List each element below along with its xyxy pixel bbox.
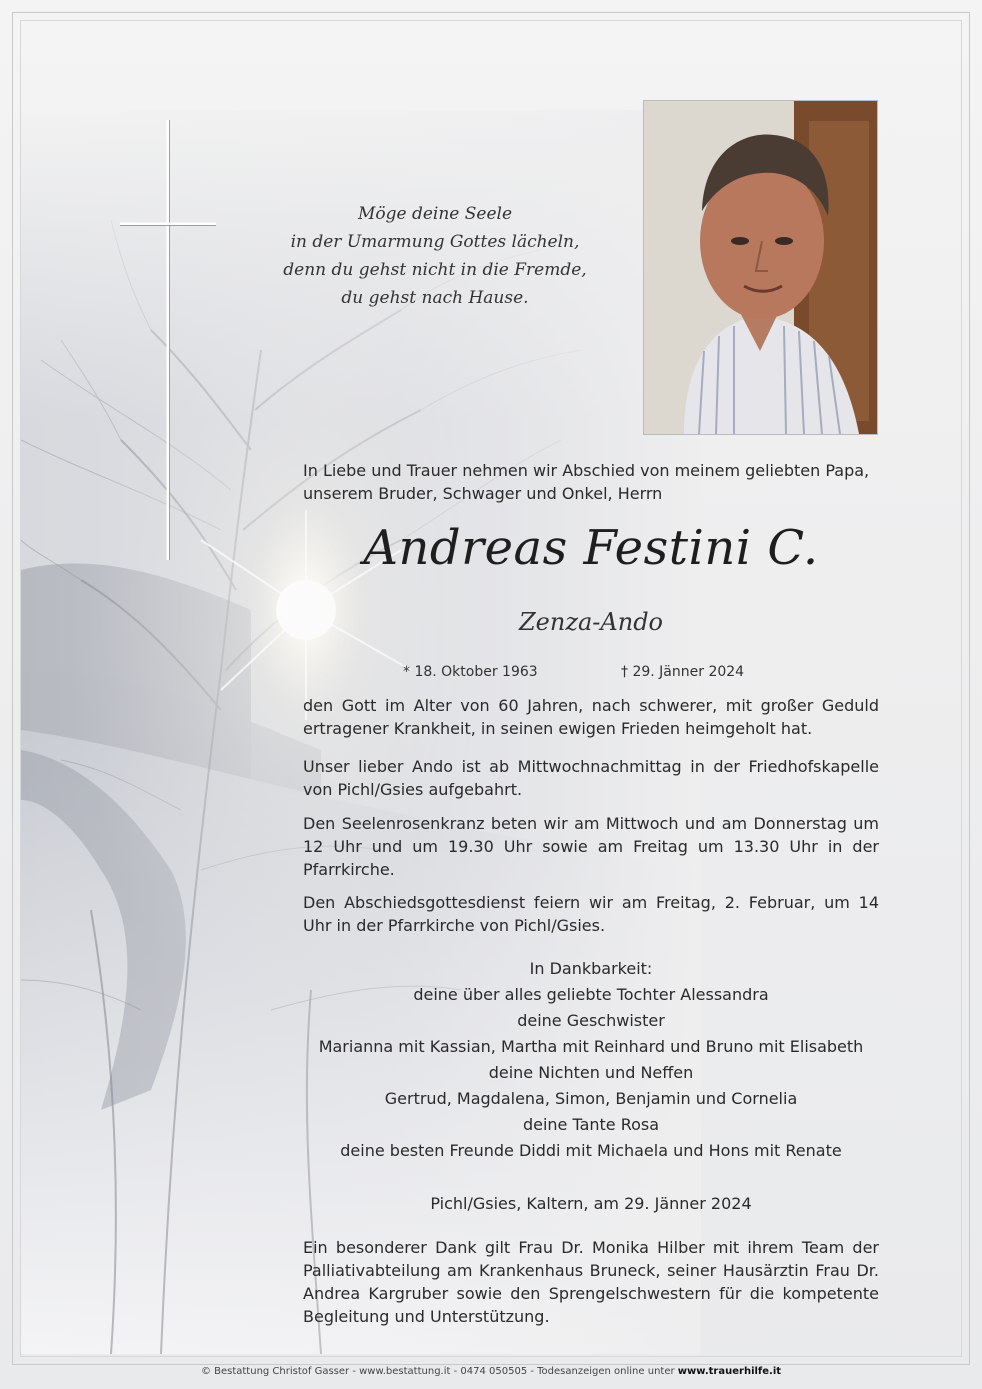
place-date: Pichl/Gsies, Kaltern, am 29. Jänner 2024 xyxy=(430,1194,752,1213)
quote-line: du gehst nach Hause. xyxy=(341,288,529,308)
paragraph: Unser lieber Ando ist ab Mittwochnachmittag in der Friedhofskapelle von Pichl/Gsies aufgebahrt. xyxy=(303,757,879,799)
mourners-list xyxy=(303,956,879,1164)
memorial-quote xyxy=(270,200,600,312)
paragraph: Den Seelenrosenkranz beten wir am Mittwoch und am Donnerstag um 12 Uhr und um 19.30 Uhr sowie am Freitag um 13.30 Uhr in der Pfarrkirche. xyxy=(303,814,879,879)
footer-text: © Bestattung Christof Gasser - www.bestattung.it - 0474 050505 - Todesanzeigen online unter xyxy=(200,1366,678,1377)
footer xyxy=(0,1366,982,1377)
intro-line: In Liebe und Trauer nehmen wir Abschied von meinem geliebten Papa, xyxy=(303,461,870,480)
deceased-nickname: Zenza-Ando xyxy=(519,608,663,636)
portrait-photo xyxy=(643,100,878,435)
mourners-line: Marianna mit Kassian, Martha mit Reinhard und Bruno mit Elisabeth xyxy=(318,1037,864,1056)
death-date: † 29. Jänner 2024 xyxy=(621,664,745,680)
deceased-name: Andreas Festini C. xyxy=(363,520,819,576)
quote-line: Möge deine Seele xyxy=(357,204,513,224)
birth-date: * 18. Oktober 1963 xyxy=(403,664,538,680)
mourners-line: In Dankbarkeit: xyxy=(529,959,653,978)
quote-line: in der Umarmung Gottes lächeln, xyxy=(290,232,580,252)
quote-line: denn du gehst nicht in die Fremde, xyxy=(283,260,587,280)
paragraph: den Gott im Alter von 60 Jahren, nach schwerer, mit großer Geduld ertragener Krankheit, in seinen ewigen Frieden heimgeholt hat. xyxy=(303,696,879,738)
mourners-line: deine Geschwister xyxy=(517,1011,665,1030)
cross-icon xyxy=(118,120,218,560)
mourners-line: deine besten Freunde Diddi mit Michaela und Hons mit Renate xyxy=(340,1141,842,1160)
mourners-line: deine Tante Rosa xyxy=(522,1115,660,1134)
mourners-line: Gertrud, Magdalena, Simon, Benjamin und Cornelia xyxy=(384,1089,798,1108)
intro-text xyxy=(303,459,879,505)
intro-line: unserem Bruder, Schwager und Onkel, Herrn xyxy=(303,484,663,503)
mourners-line: deine Nichten und Neffen xyxy=(488,1063,694,1082)
paragraph: Den Abschiedsgottesdienst feiern wir am Freitag, 2. Februar, um 14 Uhr in der Pfarrkirche von Pichl/Gsies. xyxy=(303,893,879,935)
special-thanks: Ein besonderer Dank gilt Frau Dr. Monika Hilber mit ihrem Team der Palliativabteilung am Krankenhaus Bruneck, seiner Hausärztin Frau Dr. Andrea Kargruber sowie den Sprengelschwestern für die kompetente Begleitung und Unterstützung. xyxy=(303,1238,879,1326)
mourners-line: deine über alles geliebte Tochter Alessandra xyxy=(413,985,769,1004)
footer-link[interactable]: www.trauerhilfe.it xyxy=(677,1366,782,1377)
